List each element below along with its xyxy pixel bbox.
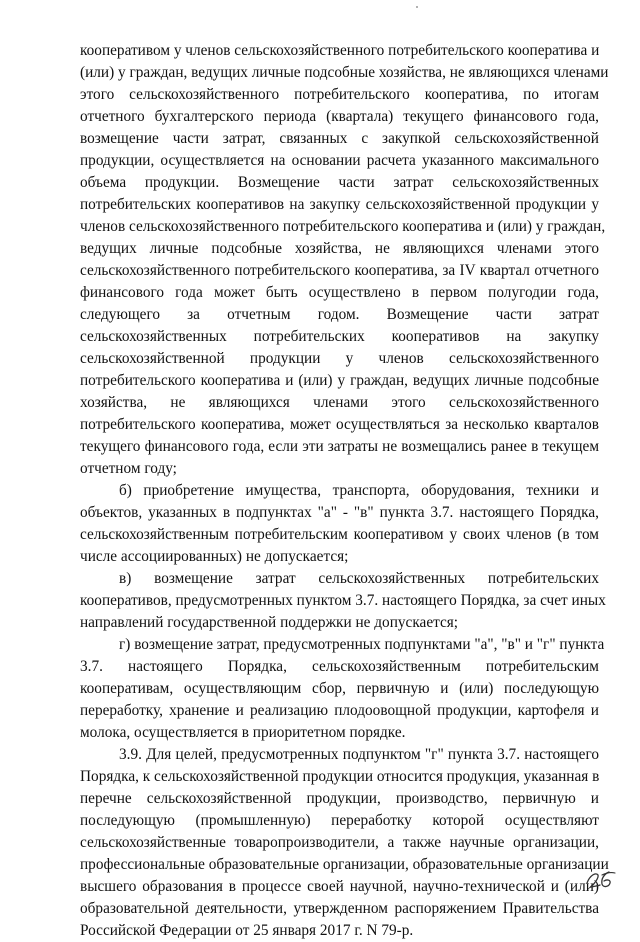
text-line: ведущих личные подсобные хозяйства, не являющихся членами этого [80,240,599,257]
text-line: б) приобретение имущества, транспорта, оборудования, техники и [119,482,599,499]
text-line: г) возмещение затрат, предусмотренных подпунктами "а", "в" и "г" пункта [119,636,605,653]
text-line: текущего финансового года, если эти затраты не возмещались ранее в текущем [80,438,599,455]
text-line: этого сельскохозяйственного потребительского кооператива, по итогам [80,86,599,103]
text-line: высшего образования в процессе своей научной, научно-технической и (или) [80,878,599,895]
text-line: числе ассоциированных) не допускается; [80,548,349,565]
text-line: отчетном году; [80,460,177,477]
text-line: потребительского кооператива, может осуществляться за несколько кварталов [80,416,599,433]
document-body [80,40,609,942]
text-line: направлений государственной поддержки не допускается; [80,614,459,631]
text-line: объема продукции. Возмещение части затрат сельскохозяйственных [80,174,599,191]
text-line: финансового года может быть осуществлено в первом полугодии года, [80,284,599,301]
text-line: потребительских кооперативов на закупку сельскохозяйственной продукции у [80,196,599,213]
text-line: образовательной деятельности, утвержденном распоряжением Правительства [80,900,599,917]
text-line: сельскохозяйственные товаропроизводители, а также научные организации, [80,834,599,851]
text-line: (или) у граждан, ведущих личные подсобные хозяйства, не являющихся членами [80,64,609,81]
text-line: молока, осуществляется в приоритетном порядке. [80,724,406,741]
text-line: 3.9. Для целей, предусмотренных подпунктом "г" пункта 3.7. настоящего [119,746,599,763]
text-line: профессиональные образовательные организации, образовательные организации [80,856,609,873]
text-line: Российской Федерации от 25 января 2017 г. N 79-р. [80,922,414,939]
text-line: переработку, хранение и реализацию плодоовощной продукции, картофеля и [80,702,599,719]
text-line: в) возмещение затрат сельскохозяйственных потребительских [119,570,599,587]
scan-dot [416,6,418,8]
text-line: перечне сельскохозяйственной продукции, производство, первичную и [80,790,599,807]
text-line: сельскохозяйственных потребительских кооперативов на закупку [80,328,599,345]
text-line: возмещение части затрат, связанных с закупкой сельскохозяйственной [80,130,599,147]
text-line: следующего за отчетным годом. Возмещение части затрат [80,306,599,323]
text-line: сельскохозяйственного потребительского кооператива, за IV квартал отчетного [80,262,599,279]
text-line: кооперативом у членов сельскохозяйственного потребительского кооператива и [80,42,600,59]
text-line: отчетного бухгалтерского периода (квартала) текущего финансового года, [80,108,599,125]
text-line: потребительского кооператива и (или) у граждан, ведущих личные подсобные [80,372,599,389]
handwritten-page-number [584,867,618,891]
text-line: сельскохозяйственной продукции у членов сельскохозяйственного [80,350,599,367]
text-line: последующую (промышленную) переработку которой осуществляют [80,812,599,829]
text-line: Порядка, к сельскохозяйственной продукции относится продукция, указанная в [80,768,600,785]
text-line: хозяйства, не являющихся членами этого сельскохозяйственного [80,394,599,411]
text-line: кооперативов, предусмотренных пунктом 3.7. настоящего Порядка, за счет иных [80,592,606,609]
text-line: кооперативам, осуществляющим сбор, первичную и (или) последующую [80,680,599,697]
text-line: членов сельскохозяйственного потребительского кооператива и (или) у граждан, [80,218,606,235]
text-line: объектов, указанных в подпунктах "а" - "в" пункта 3.7. настоящего Порядка, [80,504,599,521]
text-line: 3.7. настоящего Порядка, сельскохозяйственным потребительским [80,658,599,675]
text-line: продукции, осуществляется на основании расчета указанного максимального [80,152,599,169]
text-line: сельскохозяйственным потребительским кооперативом у своих членов (в том [80,526,599,543]
